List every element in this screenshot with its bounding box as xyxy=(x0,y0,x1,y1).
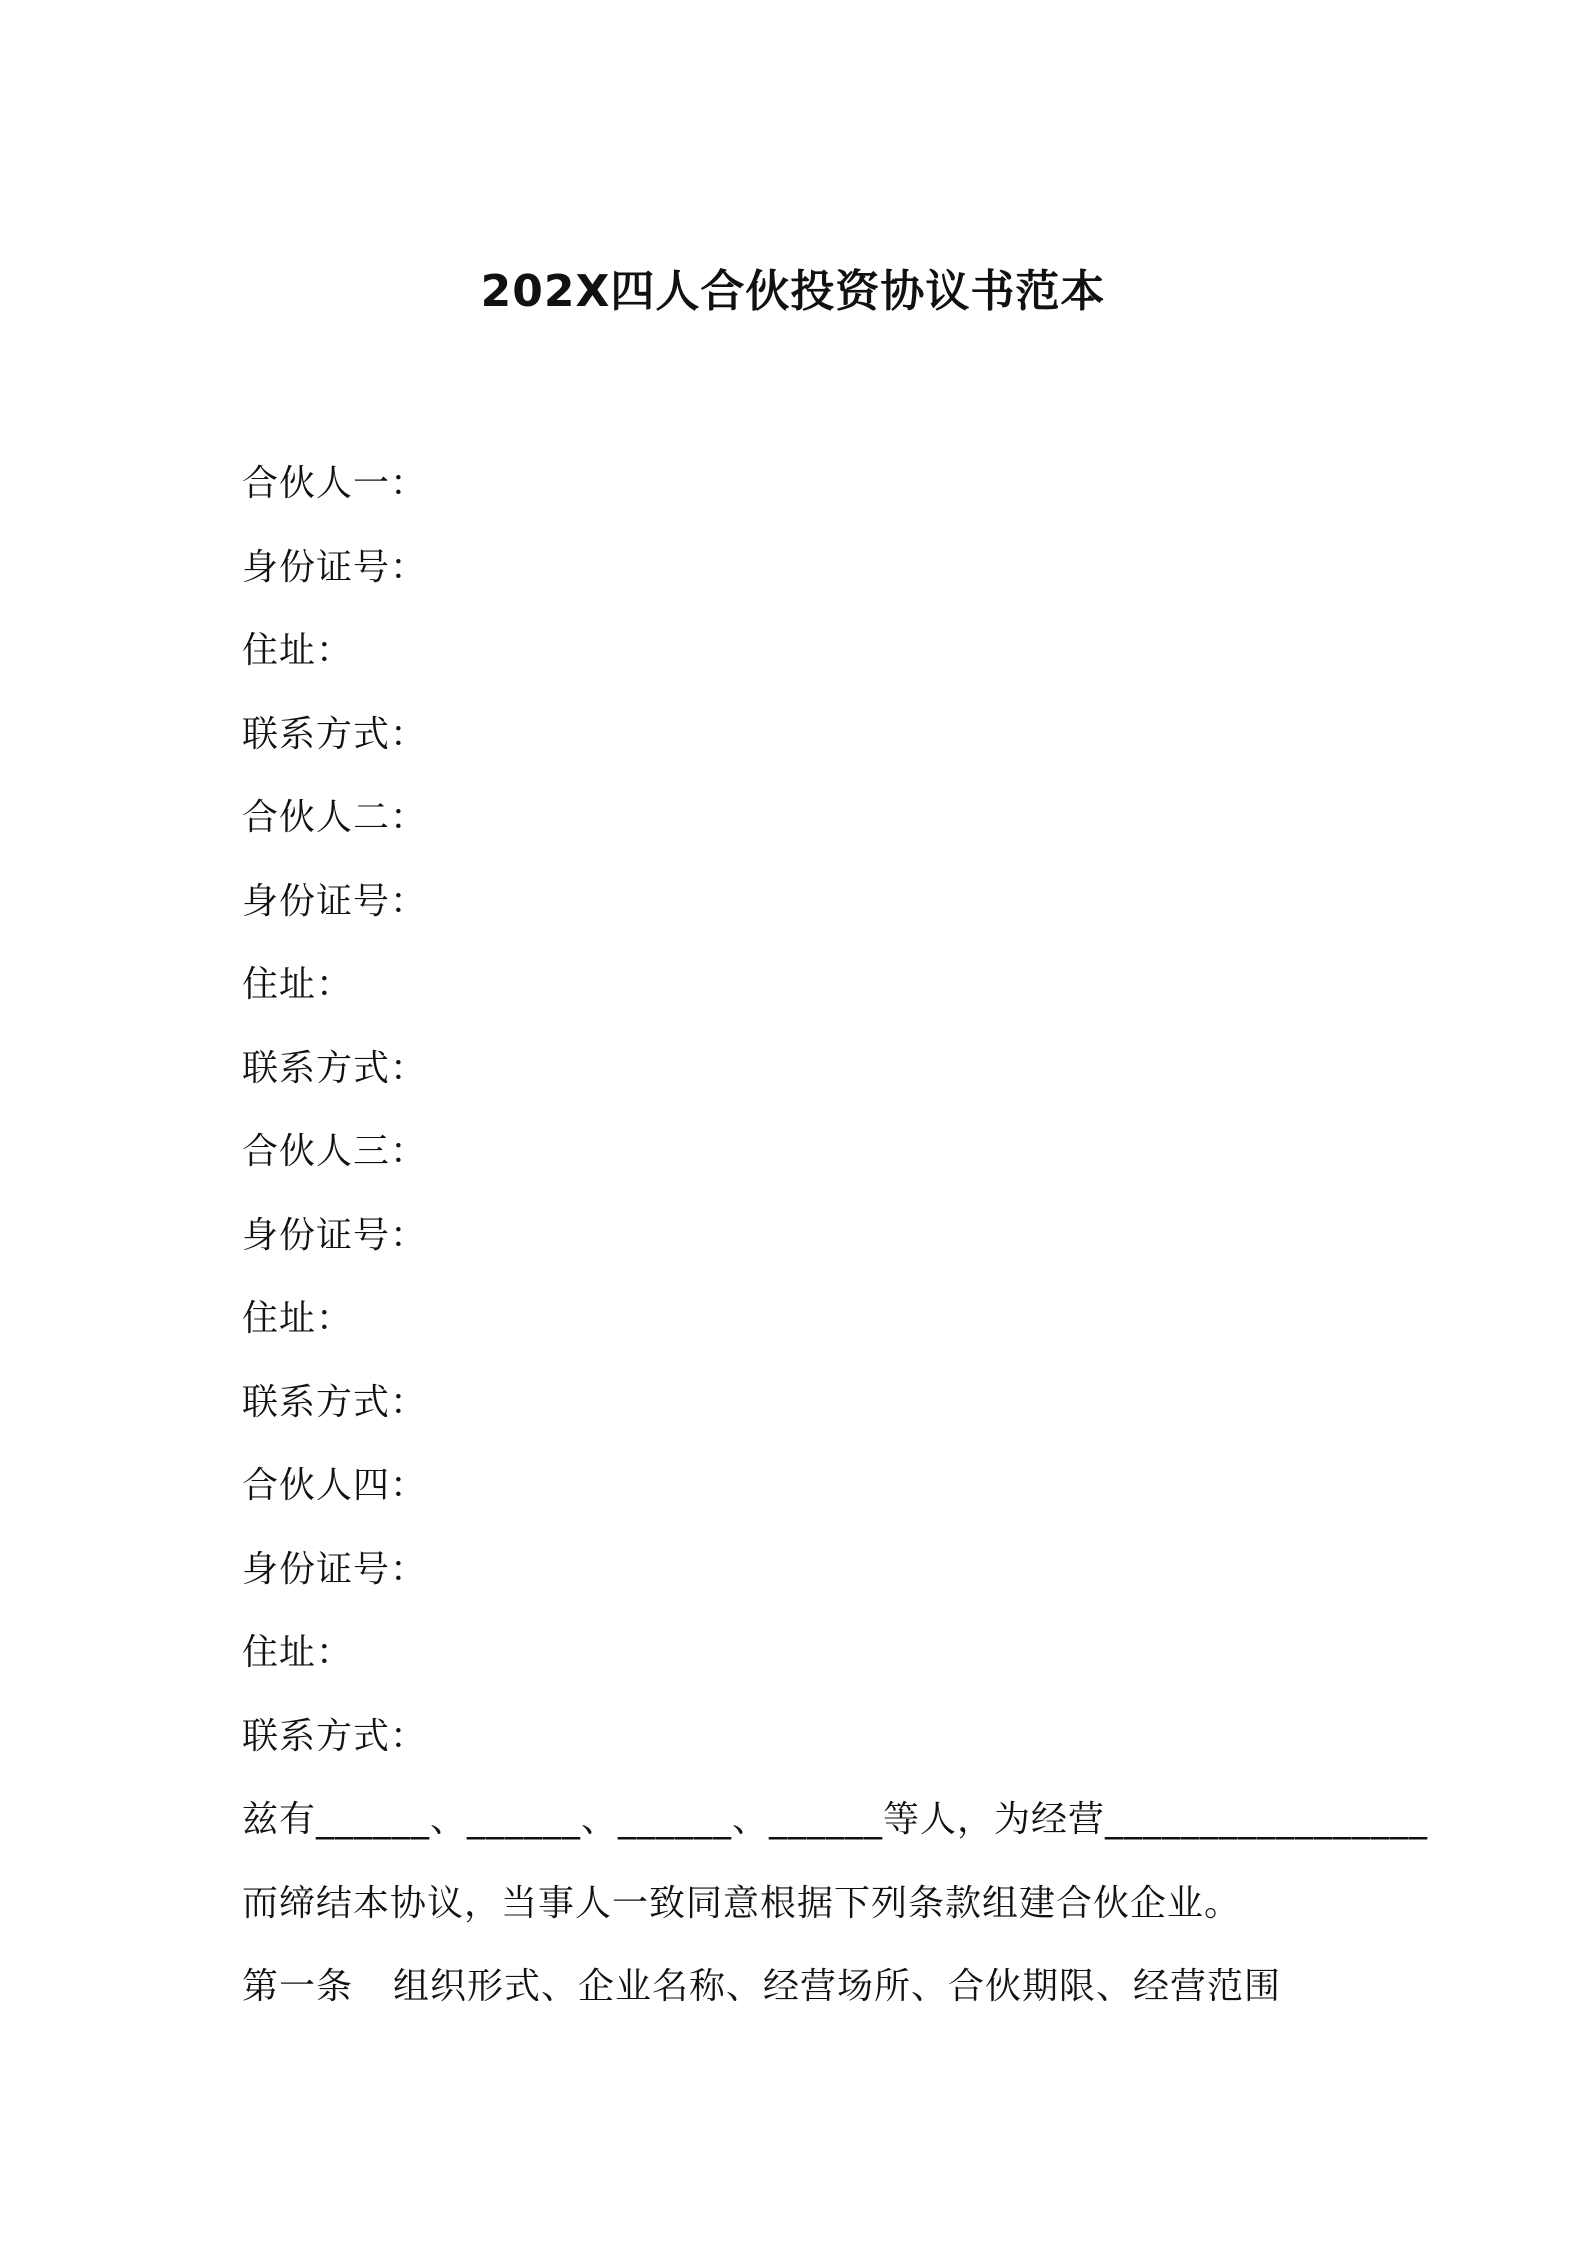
preamble-line-1: 兹有______、______、______、______等人，为经营_________________ xyxy=(242,1799,1429,1840)
partner-2-address-label: 住址： xyxy=(242,964,354,1005)
partner-3-name-label: 合伙人三： xyxy=(242,1131,428,1172)
partner-3-id-label: 身份证号： xyxy=(242,1214,428,1256)
partner-4-address-label: 住址： xyxy=(242,1632,354,1673)
preamble-line-2: 而缔结本协议，当事人一致同意根据下列条款组建合伙企业。 xyxy=(242,1882,1242,1924)
page-title: 202X四人合伙投资协议书范本 xyxy=(480,266,1106,317)
partner-4-contact-label: 联系方式： xyxy=(242,1715,428,1757)
partner-1-contact-label: 联系方式： xyxy=(242,713,428,755)
partner-2-id-label: 身份证号： xyxy=(242,880,428,922)
partner-3-contact-label: 联系方式： xyxy=(242,1381,428,1423)
partner-4-name-label: 合伙人四： xyxy=(242,1465,428,1506)
partner-3-address-label: 住址： xyxy=(242,1298,354,1339)
article-1-number: 第一条 xyxy=(242,1966,354,2007)
document-body xyxy=(242,442,1429,2029)
partner-2-name-label: 合伙人二： xyxy=(242,797,428,838)
article-1-title: 组织形式、企业名称、经营场所、合伙期限、经营范围 xyxy=(393,1966,1282,2007)
partner-4-id-label: 身份证号： xyxy=(242,1548,428,1590)
article-1-heading xyxy=(242,1945,1422,2029)
partner-2-contact-label: 联系方式： xyxy=(242,1047,428,1089)
partner-1-id-label: 身份证号： xyxy=(242,546,428,588)
partner-1-address-label: 住址： xyxy=(242,630,354,671)
partner-1-name-label: 合伙人一： xyxy=(242,463,428,504)
